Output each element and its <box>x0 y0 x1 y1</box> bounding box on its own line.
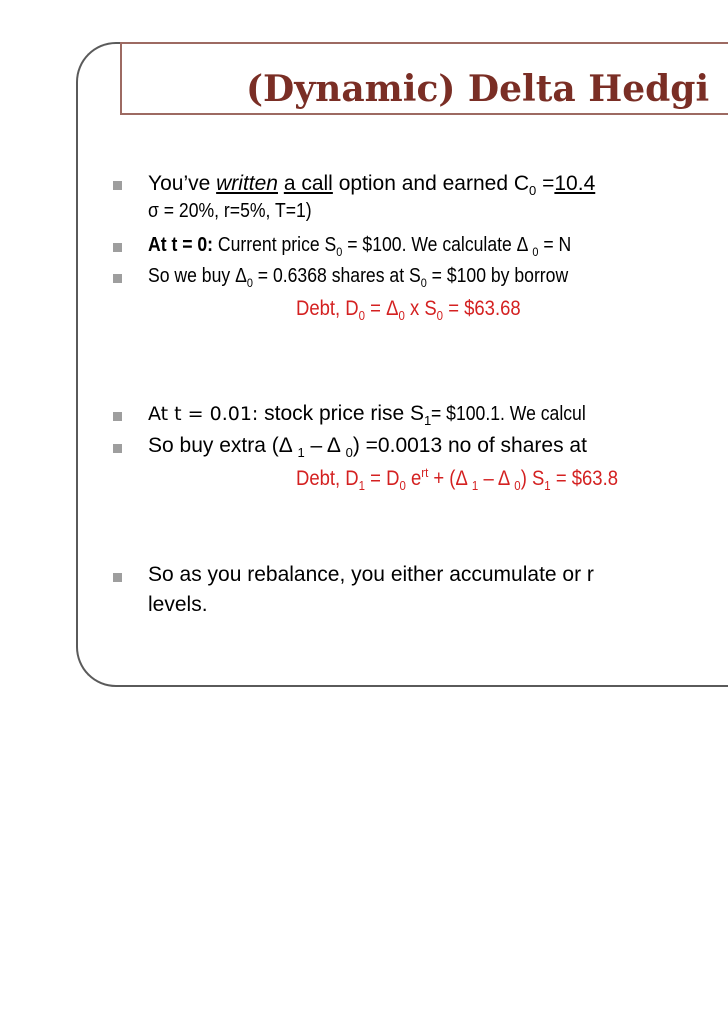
bullet-at-t001 <box>148 400 607 428</box>
slide-title: (Dynamic) Delta Hedgi <box>246 68 710 110</box>
debt-d0-line <box>296 295 521 323</box>
text-run: = $100. We calculate Δ <box>342 234 533 256</box>
text-run: ) S <box>520 467 545 490</box>
bullet-rebalance-cont: levels. <box>148 593 208 616</box>
subscript: 0 <box>336 245 343 259</box>
text-run: At t = 0.01: <box>148 403 259 425</box>
text-run: = $63.8 <box>550 467 618 490</box>
text-run: e <box>405 467 422 490</box>
bullet-marker <box>113 243 122 252</box>
bullet-marker <box>113 181 122 190</box>
subscript: 0 <box>358 308 366 324</box>
text-run: So we buy Δ <box>148 265 247 287</box>
text-run: = N <box>538 234 572 256</box>
bullet-marker <box>113 573 122 582</box>
text-run: option and earned C <box>332 172 530 195</box>
subscript: 1 <box>297 445 305 461</box>
subscript: 0 <box>345 445 353 461</box>
text-run: = Δ <box>365 297 399 320</box>
bullet-buy-extra <box>148 432 587 460</box>
subscript: 0 <box>246 276 253 290</box>
text-run: x S <box>404 297 437 320</box>
subscript: 1 <box>424 413 432 429</box>
bullet-buy-delta <box>148 262 568 290</box>
bullet-rebalance: So as you rebalance, you either accumulate or r <box>148 563 594 586</box>
bullet-at-t0 <box>148 231 571 259</box>
subscript: 1 <box>471 478 479 494</box>
sigma-symbol: σ <box>148 200 159 222</box>
text-run: Debt, D <box>296 297 359 320</box>
subscript: 0 <box>532 245 539 259</box>
text-run: = 0.6368 shares at S <box>252 265 421 287</box>
text-run: – Δ <box>304 434 346 457</box>
text-run: ) =0.0013 no of shares at <box>352 434 587 457</box>
bullet-written-call <box>148 170 595 198</box>
text-run: = 20%, r=5%, T=1) <box>158 200 312 222</box>
subscript: 0 <box>420 276 427 290</box>
subscript: 1 <box>544 478 551 494</box>
superscript: rt <box>421 465 429 480</box>
text-run-bold: At t = 0: <box>148 234 214 256</box>
bullet-marker <box>113 444 122 453</box>
bullet-marker <box>113 412 122 421</box>
debt-d1-line <box>296 465 618 493</box>
text-run: So buy extra (Δ <box>148 434 298 457</box>
text-run: Current price S <box>213 234 337 256</box>
subscript: 0 <box>436 308 444 324</box>
text-run: You’ve <box>148 172 217 195</box>
subscript: 0 <box>529 183 537 199</box>
text-run: + (Δ <box>428 467 472 490</box>
text-run: = D <box>365 467 400 490</box>
text-run-italic: written <box>216 172 278 195</box>
text-run: = <box>536 172 555 195</box>
subscript: 0 <box>399 478 406 494</box>
text-run: = $100 by borrow <box>426 265 569 287</box>
bullet-params-cont <box>148 197 312 225</box>
bullet-marker <box>113 274 122 283</box>
subscript: 0 <box>514 478 521 494</box>
text-run: Debt, D <box>296 467 359 490</box>
subscript: 1 <box>358 478 366 494</box>
text-run: – Δ <box>478 467 515 490</box>
text-run: = $100.1. We calcul <box>431 403 587 425</box>
subscript: 0 <box>398 308 405 324</box>
text-run: = $63.68 <box>443 297 521 320</box>
text-run: stock price rise S <box>258 402 425 425</box>
text-run-underline: a call <box>283 172 333 195</box>
text-run-underline: 10.4 <box>554 172 596 195</box>
